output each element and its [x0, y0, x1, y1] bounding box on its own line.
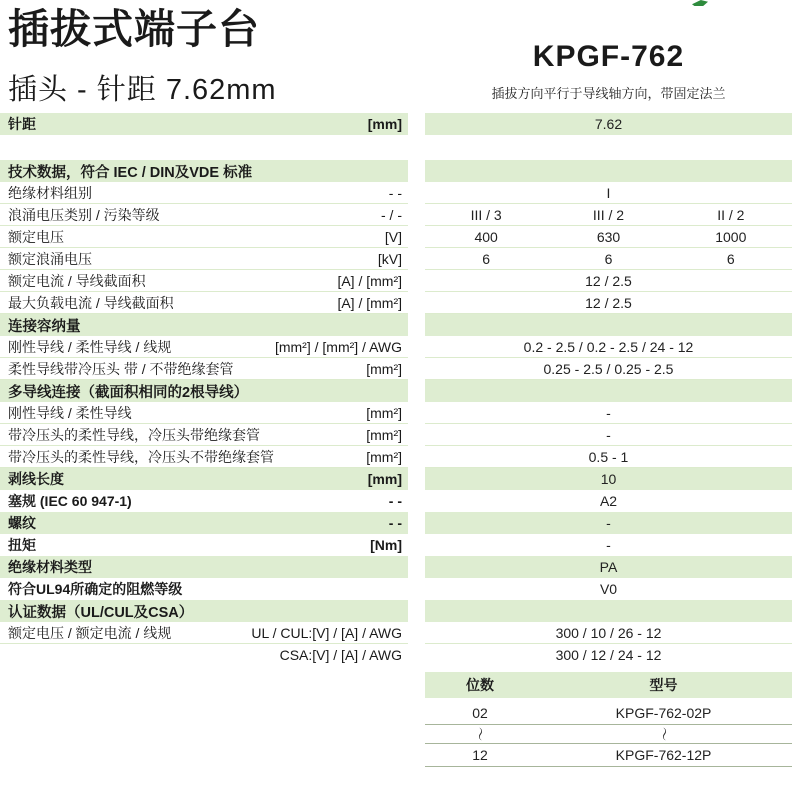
spec-value-cell — [425, 336, 792, 358]
pin-count-cell: 02 — [472, 705, 488, 721]
spec-label-cell — [0, 556, 408, 578]
spec-row — [0, 113, 792, 135]
spec-unit: - - — [388, 184, 402, 201]
spec-label-cell — [0, 160, 408, 182]
column-gap — [408, 468, 425, 490]
spec-value: 300 / 10 / 26 - 12 — [555, 624, 662, 641]
pin-count-cell: 〜 — [472, 727, 489, 741]
spec-label-cell — [0, 380, 408, 402]
green-logo-fragment-icon — [692, 0, 708, 6]
pin-table-header — [425, 672, 792, 698]
spec-row — [0, 336, 792, 358]
spec-value-cell — [425, 160, 792, 182]
spec-value: V0 — [599, 581, 618, 597]
spec-row — [0, 292, 792, 314]
column-gap — [408, 336, 425, 358]
spec-table — [0, 113, 792, 666]
pin-table-header-cell: 型号 — [649, 677, 678, 693]
spec-label: 剥线长度 — [8, 471, 64, 487]
spec-label-cell — [0, 600, 408, 622]
spec-label: 带冷压头的柔性导线，冷压头带绝缘套管 — [8, 426, 260, 443]
spec-value-cell — [425, 578, 792, 600]
model-code-cell: 〜 — [655, 727, 672, 741]
spec-label: 浪涌电压类别 / 污染等级 — [8, 206, 160, 223]
spec-value-cell — [425, 113, 792, 135]
section-header-row — [0, 600, 792, 622]
model-description: 插拔方向平行于导线轴方向，带固定法兰 — [491, 86, 726, 101]
spec-value-cell — [425, 490, 792, 512]
column-gap — [408, 556, 425, 578]
spec-value-cell — [425, 314, 792, 336]
spec-label: 绝缘材料组别 — [8, 184, 92, 201]
spec-unit: - - — [388, 515, 402, 531]
spec-label-cell — [0, 512, 408, 534]
spec-row — [0, 204, 792, 226]
column-gap — [408, 600, 425, 622]
spec-label-cell — [0, 314, 408, 336]
column-gap — [408, 512, 425, 534]
model-code-cell: KPGF-762-02P — [615, 705, 712, 721]
spec-value: II / 2 — [717, 206, 745, 223]
spec-label: 柔性导线带冷压头 带 / 不带绝缘套管 — [8, 360, 234, 377]
spec-value-cell — [425, 446, 792, 468]
section-header-row — [0, 380, 792, 402]
page-title: 插拔式端子台 — [8, 6, 260, 52]
spec-unit: [A] / [mm²] — [337, 294, 402, 311]
pin-table-row — [425, 702, 792, 725]
spec-value-cell — [425, 534, 792, 556]
column-gap — [408, 534, 425, 556]
spec-unit: UL / CUL:[V] / [A] / AWG — [251, 624, 402, 641]
spec-value: - — [606, 426, 611, 443]
spec-unit: [kV] — [377, 250, 402, 267]
column-gap — [408, 644, 425, 666]
spec-label: 螺纹 — [8, 515, 36, 531]
spec-row — [0, 468, 792, 490]
spec-row — [0, 446, 792, 468]
spec-label-cell — [0, 336, 408, 358]
spec-label-cell — [0, 490, 408, 512]
spec-value: 12 / 2.5 — [585, 272, 632, 289]
spec-row — [0, 270, 792, 292]
spec-value: A2 — [599, 493, 618, 509]
spec-label: 绝缘材料类型 — [8, 559, 92, 575]
spec-value: 630 — [596, 228, 621, 245]
column-gap — [408, 380, 425, 402]
column-gap — [408, 424, 425, 446]
spec-value: 6 — [726, 250, 735, 267]
spec-unit: [mm²] — [366, 448, 402, 465]
spec-value: 7.62 — [594, 116, 623, 132]
spec-label: 额定电压 / 额定电流 / 线规 — [8, 624, 172, 641]
spec-row — [0, 182, 792, 204]
spec-label: 额定浪涌电压 — [8, 250, 92, 267]
page-header-left — [8, 6, 277, 108]
spec-value-cell — [425, 468, 792, 490]
spec-value-cell — [425, 402, 792, 424]
column-gap — [408, 113, 425, 135]
spec-row — [0, 490, 792, 512]
spec-row — [0, 578, 792, 600]
spec-label: 认证数据（UL/CUL及CSA） — [8, 604, 194, 621]
spec-value-cell — [425, 644, 792, 666]
column-gap — [408, 160, 425, 182]
spec-value-cell — [425, 204, 792, 226]
spec-value-cell — [425, 270, 792, 292]
spec-value: 0.2 - 2.5 / 0.2 - 2.5 / 24 - 12 — [523, 338, 694, 355]
spec-label-cell — [0, 270, 408, 292]
spec-unit: - / - — [381, 206, 402, 223]
spec-unit: [mm²] — [366, 404, 402, 421]
spec-label-cell — [0, 424, 408, 446]
spec-label: 刚性导线 / 柔性导线 — [8, 404, 132, 421]
spec-value: 6 — [604, 250, 613, 267]
spec-unit: [mm] — [367, 471, 402, 487]
column-gap — [408, 402, 425, 424]
spec-value-cell — [425, 248, 792, 270]
spec-label-cell — [0, 402, 408, 424]
spec-row — [0, 622, 792, 644]
spec-value-cell — [425, 622, 792, 644]
spec-label-cell — [0, 644, 408, 666]
spec-value: 1000 — [715, 228, 747, 245]
column-gap — [408, 490, 425, 512]
spec-value: I — [606, 184, 611, 201]
column-gap — [408, 226, 425, 248]
pin-selection-table — [425, 666, 792, 767]
column-gap — [408, 446, 425, 468]
spec-label-cell — [0, 226, 408, 248]
spec-label: 技术数据，符合 IEC / DIN及VDE 标准 — [8, 164, 253, 181]
spec-label: 额定电压 — [8, 228, 64, 245]
spec-value-cell — [425, 424, 792, 446]
spec-label: 刚性导线 / 柔性导线 / 线规 — [8, 338, 172, 355]
spec-label: 多导线连接（截面积相同的2根导线） — [8, 384, 249, 401]
spec-unit: [mm²] — [366, 426, 402, 443]
spec-value: III / 2 — [592, 206, 625, 223]
spec-row — [0, 424, 792, 446]
pin-table-row — [425, 725, 792, 744]
pin-table-header-cell: 位数 — [466, 677, 495, 693]
column-gap — [408, 182, 425, 204]
spec-value: - — [606, 404, 611, 421]
spec-value: 400 — [474, 228, 498, 245]
spec-label: 连接容纳量 — [8, 318, 81, 335]
spec-value-cell — [425, 358, 792, 380]
spec-value-cell — [425, 182, 792, 204]
spec-row — [0, 226, 792, 248]
spec-label: 额定电流 / 导线截面积 — [8, 272, 146, 289]
spec-value: 0.5 - 1 — [588, 448, 629, 465]
spec-value: PA — [599, 559, 618, 575]
spec-value: - — [606, 515, 611, 531]
spec-label: 塞规 (IEC 60 947-1) — [8, 493, 132, 509]
spec-unit: [mm²] — [366, 360, 402, 377]
pin-count-cell: 12 — [472, 747, 488, 763]
column-gap — [408, 578, 425, 600]
model-code-cell: KPGF-762-12P — [615, 747, 712, 763]
spec-value-cell — [425, 292, 792, 314]
spec-label: 针距 — [8, 116, 36, 132]
spec-value: 0.25 - 2.5 / 0.25 - 2.5 — [543, 360, 674, 377]
spec-row — [0, 358, 792, 380]
spec-value-cell — [425, 380, 792, 402]
spec-unit: CSA:[V] / [A] / AWG — [279, 647, 402, 663]
column-gap — [408, 622, 425, 644]
spec-label-cell — [0, 578, 408, 600]
column-gap — [408, 204, 425, 226]
spec-label-cell — [0, 446, 408, 468]
spec-label-cell — [0, 622, 408, 644]
table-spacer — [0, 135, 792, 160]
spec-value: III / 3 — [470, 206, 502, 223]
spec-value: 300 / 12 / 24 - 12 — [555, 647, 662, 663]
spec-row — [0, 644, 792, 666]
spec-unit: [V] — [384, 228, 402, 245]
spec-row — [0, 402, 792, 424]
spec-value: 6 — [482, 250, 491, 267]
spec-value-cell — [425, 512, 792, 534]
spec-value-cell — [425, 226, 792, 248]
column-gap — [408, 358, 425, 380]
spec-value: 12 / 2.5 — [585, 294, 632, 311]
page-header-right — [425, 40, 792, 102]
spec-value-cell — [425, 600, 792, 622]
column-gap — [408, 292, 425, 314]
spec-unit: [Nm] — [370, 537, 402, 553]
spec-label-cell — [0, 468, 408, 490]
spec-value-cell — [425, 556, 792, 578]
spec-label: 最大负载电流 / 导线截面积 — [8, 294, 174, 311]
spec-unit: [A] / [mm²] — [337, 272, 402, 289]
spec-label-cell — [0, 182, 408, 204]
spec-value: 10 — [600, 471, 617, 487]
pin-table-row — [425, 744, 792, 767]
spec-label: 带冷压头的柔性导线，冷压头不带绝缘套管 — [8, 448, 274, 465]
spec-row — [0, 556, 792, 578]
spec-row — [0, 512, 792, 534]
spec-label-cell — [0, 358, 408, 380]
page-subtitle: 插头 - 针距 7.62mm — [8, 74, 277, 106]
spec-label-cell — [0, 292, 408, 314]
spec-label-cell — [0, 534, 408, 556]
section-header-row — [0, 160, 792, 182]
spec-unit: - - — [388, 493, 402, 509]
spec-label: 符合UL94所确定的阻燃等级 — [8, 581, 183, 597]
spec-row — [0, 534, 792, 556]
spec-label-cell — [0, 248, 408, 270]
model-number: KPGF-762 — [532, 40, 685, 73]
spec-label-cell — [0, 113, 408, 135]
spec-unit: [mm] — [367, 116, 402, 132]
column-gap — [408, 248, 425, 270]
spec-value: - — [606, 537, 611, 553]
spec-label: 扭矩 — [8, 537, 36, 553]
column-gap — [408, 314, 425, 336]
section-header-row — [0, 314, 792, 336]
spec-label-cell — [0, 204, 408, 226]
column-gap — [408, 270, 425, 292]
spec-row — [0, 248, 792, 270]
spec-unit: [mm²] / [mm²] / AWG — [274, 338, 402, 355]
